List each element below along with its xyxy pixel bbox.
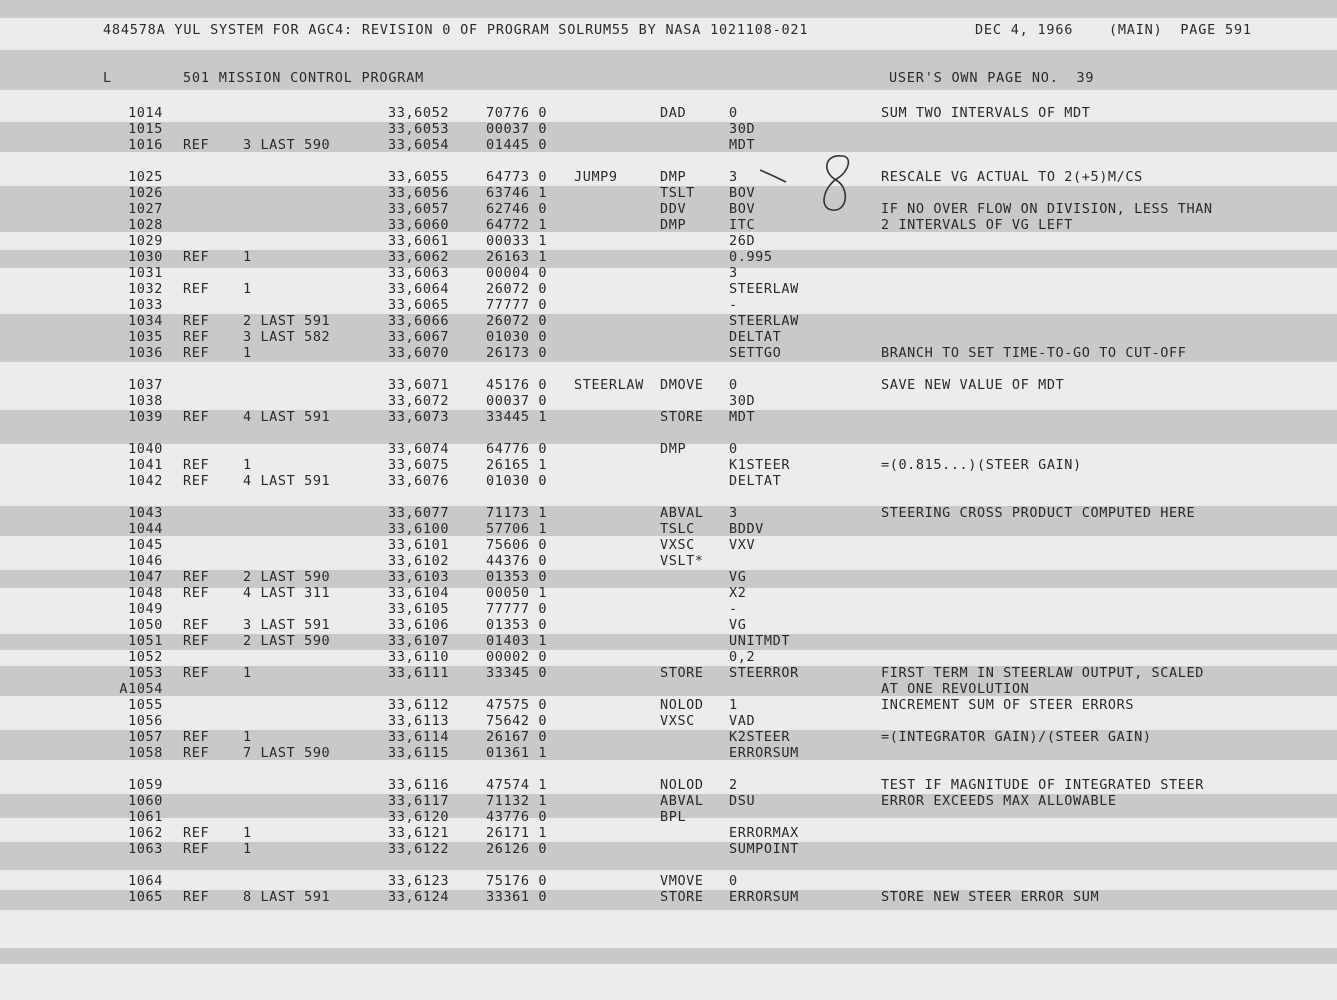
ref-marker: REF (183, 473, 210, 489)
ref-marker: REF (183, 457, 210, 473)
comment: IF NO OVER FLOW ON DIVISION, LESS THAN (881, 201, 1213, 217)
address: 33,6117 (388, 793, 450, 809)
line-number: 1058 (128, 745, 163, 761)
operand: K1STEER (729, 457, 791, 473)
ref-detail: 3 LAST 582 (243, 329, 331, 345)
ref-detail: 1 (243, 841, 252, 857)
line-number: 1038 (128, 393, 163, 409)
line-number: 1025 (128, 169, 163, 185)
octal-word: 70776 0 (486, 105, 548, 121)
octal-word: 64772 1 (486, 217, 548, 233)
ref-detail: 8 LAST 591 (243, 889, 331, 905)
comment: RESCALE VG ACTUAL TO 2(+5)M/CS (881, 169, 1143, 185)
ref-detail: 1 (243, 345, 252, 361)
line-number: A1054 (119, 681, 163, 697)
operand: DELTAT (729, 329, 782, 345)
ref-detail: 1 (243, 665, 252, 681)
line-number: 1056 (128, 713, 163, 729)
comment: INCREMENT SUM OF STEER ERRORS (881, 697, 1135, 713)
ref-detail: 2 LAST 590 (243, 569, 331, 585)
ref-detail: 1 (243, 825, 252, 841)
address: 33,6073 (388, 409, 450, 425)
comment: AT ONE REVOLUTION (881, 681, 1030, 697)
address: 33,6114 (388, 729, 450, 745)
operand: 0.995 (729, 249, 773, 265)
ref-marker: REF (183, 825, 210, 841)
opcode: TSLT (660, 185, 695, 201)
ref-marker: REF (183, 281, 210, 297)
operand: 26D (729, 233, 756, 249)
comment: STEERING CROSS PRODUCT COMPUTED HERE (881, 505, 1196, 521)
opcode: DDV (660, 201, 687, 217)
user-page-number: USER'S OWN PAGE NO. 39 (889, 70, 1095, 86)
opcode: STORE (660, 409, 704, 425)
octal-word: 43776 0 (486, 809, 548, 825)
operand: - (729, 297, 738, 313)
octal-word: 26171 1 (486, 825, 548, 841)
line-number: 1029 (128, 233, 163, 249)
line-number: 1030 (128, 249, 163, 265)
line-number: 1041 (128, 457, 163, 473)
operand: 1 (729, 697, 738, 713)
address: 33,6113 (388, 713, 450, 729)
ref-detail: 2 LAST 591 (243, 313, 331, 329)
address: 33,6076 (388, 473, 450, 489)
address: 33,6071 (388, 377, 450, 393)
operand: VAD (729, 713, 756, 729)
operand: STEERLAW (729, 281, 799, 297)
octal-word: 44376 0 (486, 553, 548, 569)
opcode: DMOVE (660, 377, 704, 393)
opcode: DAD (660, 105, 687, 121)
octal-word: 00004 0 (486, 265, 548, 281)
greenbar-band (0, 948, 1337, 964)
line-number: 1057 (128, 729, 163, 745)
opcode: DMP (660, 169, 687, 185)
address: 33,6077 (388, 505, 450, 521)
ref-marker: REF (183, 345, 210, 361)
line-number: 1034 (128, 313, 163, 329)
line-number: 1040 (128, 441, 163, 457)
opcode: STORE (660, 889, 704, 905)
operand: 30D (729, 121, 756, 137)
line-number: 1032 (128, 281, 163, 297)
line-number: 1014 (128, 105, 163, 121)
octal-word: 75606 0 (486, 537, 548, 553)
opcode: TSLC (660, 521, 695, 537)
octal-word: 33345 0 (486, 665, 548, 681)
line-number: 1051 (128, 633, 163, 649)
ref-detail: 4 LAST 591 (243, 473, 331, 489)
line-number: 1047 (128, 569, 163, 585)
ref-marker: REF (183, 249, 210, 265)
line-number: 1061 (128, 809, 163, 825)
operand: MDT (729, 137, 756, 153)
operand: ERRORMAX (729, 825, 799, 841)
ref-detail: 4 LAST 311 (243, 585, 331, 601)
octal-word: 64773 0 (486, 169, 548, 185)
address: 33,6060 (388, 217, 450, 233)
octal-word: 33445 1 (486, 409, 548, 425)
octal-word: 71132 1 (486, 793, 548, 809)
line-number: 1026 (128, 185, 163, 201)
operand: 3 (729, 505, 738, 521)
comment: TEST IF MAGNITUDE OF INTEGRATED STEER (881, 777, 1204, 793)
operand: K2STEER (729, 729, 791, 745)
opcode: VMOVE (660, 873, 704, 889)
ref-marker: REF (183, 409, 210, 425)
address: 33,6121 (388, 825, 450, 841)
greenbar-band (0, 0, 1337, 18)
ref-detail: 1 (243, 249, 252, 265)
ref-detail: 1 (243, 281, 252, 297)
opcode: DMP (660, 217, 687, 233)
operand: - (729, 601, 738, 617)
opcode: BPL (660, 809, 687, 825)
ref-detail: 3 LAST 590 (243, 137, 331, 153)
octal-word: 00037 0 (486, 121, 548, 137)
listing-marker: L (103, 70, 112, 86)
ref-marker: REF (183, 313, 210, 329)
octal-word: 00037 0 (486, 393, 548, 409)
handwritten-mark-icon (760, 150, 870, 220)
line-number: 1015 (128, 121, 163, 137)
ref-marker: REF (183, 889, 210, 905)
line-number: 1046 (128, 553, 163, 569)
address: 33,6124 (388, 889, 450, 905)
operand: VXV (729, 537, 756, 553)
address: 33,6061 (388, 233, 450, 249)
operand: DELTAT (729, 473, 782, 489)
address: 33,6102 (388, 553, 450, 569)
address: 33,6072 (388, 393, 450, 409)
comment: =(0.815...)(STEER GAIN) (881, 457, 1082, 473)
program-name: 501 MISSION CONTROL PROGRAM (183, 70, 425, 86)
octal-word: 62746 0 (486, 201, 548, 217)
line-number: 1045 (128, 537, 163, 553)
line-number: 1065 (128, 889, 163, 905)
line-number: 1043 (128, 505, 163, 521)
octal-word: 26126 0 (486, 841, 548, 857)
line-number: 1050 (128, 617, 163, 633)
address: 33,6055 (388, 169, 450, 185)
address: 33,6064 (388, 281, 450, 297)
operand: UNITMDT (729, 633, 791, 649)
address: 33,6074 (388, 441, 450, 457)
address: 33,6122 (388, 841, 450, 857)
octal-word: 71173 1 (486, 505, 548, 521)
comment: ERROR EXCEEDS MAX ALLOWABLE (881, 793, 1117, 809)
line-number: 1044 (128, 521, 163, 537)
operand: ERRORSUM (729, 745, 799, 761)
opcode: ABVAL (660, 793, 704, 809)
octal-word: 01361 1 (486, 745, 548, 761)
address: 33,6054 (388, 137, 450, 153)
ref-detail: 1 (243, 729, 252, 745)
octal-word: 26163 1 (486, 249, 548, 265)
page-header-title: 484578A YUL SYSTEM FOR AGC4: REVISION 0 OF PROGRAM SOLRUM55 BY NASA 1021108-021 (103, 22, 809, 38)
line-number: 1060 (128, 793, 163, 809)
octal-word: 00002 0 (486, 649, 548, 665)
address: 33,6057 (388, 201, 450, 217)
operand: BDDV (729, 521, 764, 537)
line-number: 1053 (128, 665, 163, 681)
octal-word: 47574 1 (486, 777, 548, 793)
opcode: VXSC (660, 713, 695, 729)
symbol-label: STEERLAW (574, 377, 644, 393)
octal-word: 26165 1 (486, 457, 548, 473)
comment: BRANCH TO SET TIME-TO-GO TO CUT-OFF (881, 345, 1187, 361)
line-number: 1027 (128, 201, 163, 217)
operand: ERRORSUM (729, 889, 799, 905)
octal-word: 75642 0 (486, 713, 548, 729)
octal-word: 01030 0 (486, 329, 548, 345)
address: 33,6063 (388, 265, 450, 281)
address: 33,6100 (388, 521, 450, 537)
line-number: 1063 (128, 841, 163, 857)
operand: 30D (729, 393, 756, 409)
line-number: 1059 (128, 777, 163, 793)
header-section: (MAIN) (1108, 22, 1163, 38)
ref-detail: 2 LAST 590 (243, 633, 331, 649)
octal-word: 75176 0 (486, 873, 548, 889)
line-number: 1049 (128, 601, 163, 617)
octal-word: 01353 0 (486, 617, 548, 633)
comment: FIRST TERM IN STEERLAW OUTPUT, SCALED (881, 665, 1204, 681)
address: 33,6053 (388, 121, 450, 137)
address: 33,6123 (388, 873, 450, 889)
octal-word: 01353 0 (486, 569, 548, 585)
line-number: 1055 (128, 697, 163, 713)
line-number: 1042 (128, 473, 163, 489)
ref-marker: REF (183, 745, 210, 761)
address: 33,6105 (388, 601, 450, 617)
octal-word: 00050 1 (486, 585, 548, 601)
header-date: DEC 4, 1966 (975, 22, 1074, 38)
operand: 0 (729, 873, 738, 889)
operand: 2 (729, 777, 738, 793)
address: 33,6110 (388, 649, 450, 665)
opcode: NOLOD (660, 777, 704, 793)
address: 33,6075 (388, 457, 450, 473)
symbol-label: JUMP9 (574, 169, 618, 185)
address: 33,6106 (388, 617, 450, 633)
operand: BOV (729, 185, 756, 201)
address: 33,6052 (388, 105, 450, 121)
operand: VG (729, 569, 747, 585)
address: 33,6104 (388, 585, 450, 601)
comment: =(INTEGRATOR GAIN)/(STEER GAIN) (881, 729, 1152, 745)
ref-detail: 1 (243, 457, 252, 473)
line-number: 1031 (128, 265, 163, 281)
opcode: ABVAL (660, 505, 704, 521)
operand: 3 (729, 169, 738, 185)
address: 33,6112 (388, 697, 450, 713)
operand: ITC (729, 217, 756, 233)
octal-word: 26173 0 (486, 345, 548, 361)
line-number: 1016 (128, 137, 163, 153)
address: 33,6056 (388, 185, 450, 201)
operand: 0 (729, 105, 738, 121)
opcode: DMP (660, 441, 687, 457)
ref-marker: REF (183, 617, 210, 633)
ref-detail: 4 LAST 591 (243, 409, 331, 425)
line-number: 1028 (128, 217, 163, 233)
comment: STORE NEW STEER ERROR SUM (881, 889, 1100, 905)
line-number: 1035 (128, 329, 163, 345)
opcode: STORE (660, 665, 704, 681)
operand: SUMPOINT (729, 841, 799, 857)
operand: VG (729, 617, 747, 633)
address: 33,6115 (388, 745, 450, 761)
line-number: 1037 (128, 377, 163, 393)
address: 33,6107 (388, 633, 450, 649)
octal-word: 00033 1 (486, 233, 548, 249)
octal-word: 33361 0 (486, 889, 548, 905)
opcode: VXSC (660, 537, 695, 553)
line-number: 1062 (128, 825, 163, 841)
octal-word: 26072 0 (486, 313, 548, 329)
address: 33,6067 (388, 329, 450, 345)
address: 33,6116 (388, 777, 450, 793)
operand: DSU (729, 793, 756, 809)
octal-word: 77777 0 (486, 601, 548, 617)
octal-word: 01403 1 (486, 633, 548, 649)
ref-marker: REF (183, 729, 210, 745)
operand: BOV (729, 201, 756, 217)
opcode: NOLOD (660, 697, 704, 713)
ref-marker: REF (183, 841, 210, 857)
octal-word: 47575 0 (486, 697, 548, 713)
operand: 0 (729, 441, 738, 457)
operand: 3 (729, 265, 738, 281)
comment: SUM TWO INTERVALS OF MDT (881, 105, 1091, 121)
operand: X2 (729, 585, 747, 601)
octal-word: 77777 0 (486, 297, 548, 313)
operand: 0 (729, 377, 738, 393)
operand: SETTGO (729, 345, 782, 361)
comment: 2 INTERVALS OF VG LEFT (881, 217, 1074, 233)
comment: SAVE NEW VALUE OF MDT (881, 377, 1065, 393)
address: 33,6111 (388, 665, 450, 681)
octal-word: 57706 1 (486, 521, 548, 537)
ref-marker: REF (183, 665, 210, 681)
line-number: 1052 (128, 649, 163, 665)
ref-marker: REF (183, 585, 210, 601)
opcode: VSLT* (660, 553, 704, 569)
ref-detail: 3 LAST 591 (243, 617, 331, 633)
ref-marker: REF (183, 137, 210, 153)
address: 33,6103 (388, 569, 450, 585)
ref-marker: REF (183, 569, 210, 585)
line-number: 1064 (128, 873, 163, 889)
line-number: 1033 (128, 297, 163, 313)
ref-marker: REF (183, 633, 210, 649)
header-page: PAGE 591 (1180, 22, 1252, 38)
line-number: 1048 (128, 585, 163, 601)
page-header-meta (975, 22, 1252, 38)
address: 33,6101 (388, 537, 450, 553)
ref-detail: 7 LAST 590 (243, 745, 331, 761)
line-number: 1039 (128, 409, 163, 425)
ref-marker: REF (183, 329, 210, 345)
octal-word: 64776 0 (486, 441, 548, 457)
octal-word: 01030 0 (486, 473, 548, 489)
address: 33,6066 (388, 313, 450, 329)
octal-word: 01445 0 (486, 137, 548, 153)
operand: STEERLAW (729, 313, 799, 329)
address: 33,6062 (388, 249, 450, 265)
operand: MDT (729, 409, 756, 425)
address: 33,6065 (388, 297, 450, 313)
octal-word: 63746 1 (486, 185, 548, 201)
operand: 0,2 (729, 649, 756, 665)
line-number: 1036 (128, 345, 163, 361)
address: 33,6070 (388, 345, 450, 361)
octal-word: 45176 0 (486, 377, 548, 393)
octal-word: 26167 0 (486, 729, 548, 745)
octal-word: 26072 0 (486, 281, 548, 297)
address: 33,6120 (388, 809, 450, 825)
operand: STEERROR (729, 665, 799, 681)
